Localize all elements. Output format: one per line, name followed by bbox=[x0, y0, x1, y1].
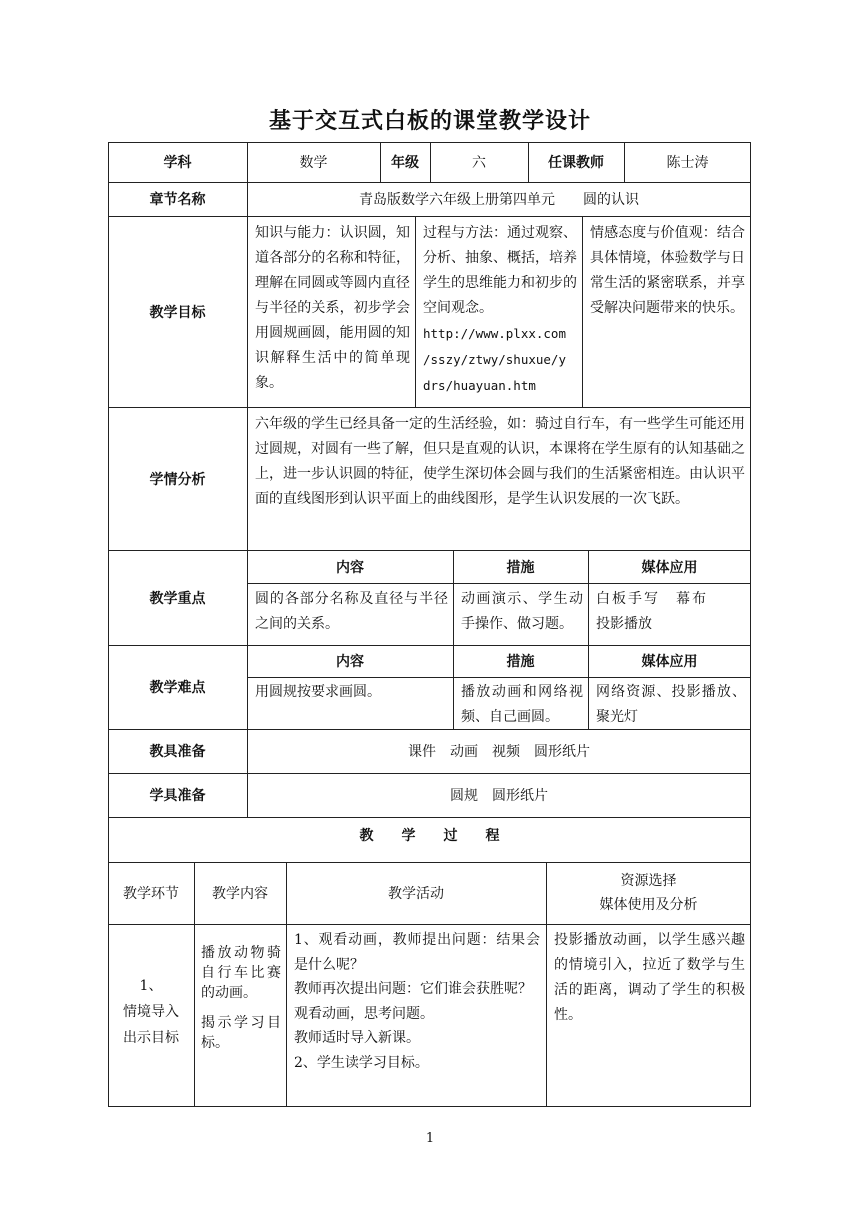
goal-process-text: 过程与方法：通过观察、分析、抽象、概括，培养学生的思维能力和初步的空间观念。 bbox=[423, 225, 577, 316]
stage-name: 情境导入 bbox=[123, 1004, 179, 1020]
key-col-content: 内容 bbox=[336, 559, 364, 576]
analysis-text: 六年级的学生已经具备一定的生活经验，如：骑过自行车，有一些学生可能还用过圆规，对圆有一些了解，但只是直观的认识，本课将在学生原有的认知基础之上，进一步认识圆的特征，使学生深切体会圆与我们的生活紧密相连。由认识平面的直线图形到认识平面上的曲线图形，是学生认识发展的一次飞跃。 bbox=[255, 416, 745, 507]
row1-activity bbox=[294, 928, 540, 1075]
goals-label: 教学目标 bbox=[149, 304, 206, 321]
teacher-label: 任课教师 bbox=[548, 155, 604, 171]
key-col-measures: 措施 bbox=[506, 559, 535, 576]
resource-link-end[interactable]: drs/huayuan.htm bbox=[423, 378, 536, 393]
diff-col-media: 媒体应用 bbox=[641, 654, 698, 670]
subject-label: 学科 bbox=[163, 155, 192, 171]
diff-measures: 播放动画和网络视频、自己画圆。 bbox=[461, 684, 583, 725]
goal-process bbox=[423, 221, 577, 399]
key-measures: 动画演示、学生动手操作、做习题。 bbox=[461, 591, 583, 632]
process-heading: 教 学 过 程 bbox=[359, 828, 500, 844]
col-activity: 教学活动 bbox=[388, 886, 444, 902]
subject-value: 数学 bbox=[299, 155, 328, 171]
page-number: 1 bbox=[425, 1131, 435, 1146]
key-content: 圆的各部分名称及直径与半径之间的关系。 bbox=[255, 591, 448, 632]
row1-content bbox=[201, 943, 281, 1053]
stage-name-2: 出示目标 bbox=[123, 1030, 179, 1046]
diff-col-content: 内容 bbox=[336, 654, 364, 670]
activity-step-2: 教师再次提出问题：它们谁会获胜呢？ bbox=[294, 981, 532, 997]
col-resource-title: 资源选择 bbox=[620, 873, 677, 889]
goal-knowledge: 知识与能力：认识圆，知道各部分的名称和特征，理解在同圆或等圆内直径与半径的关系，初步学会用圆规画圆，能用圆的知识解释生活中的简单现象。 bbox=[255, 225, 410, 391]
activity-step-4: 教师适时导入新课。 bbox=[294, 1030, 420, 1046]
activity-step-5: 2、学生读学习目标。 bbox=[294, 1054, 429, 1071]
analysis-label: 学情分析 bbox=[149, 471, 206, 488]
row1-resource: 投影播放动画，以学生感兴趣的情境引入，拉近了数学与生活的距离，调动了学生的积极性。 bbox=[554, 932, 745, 1023]
chapter-value: 青岛版数学六年级上册第四单元 圆的认识 bbox=[359, 192, 639, 208]
student-tools-value: 圆规 圆形纸片 bbox=[450, 788, 548, 804]
chapter-label: 章节名称 bbox=[149, 192, 206, 208]
teacher-tools-value: 课件 动画 视频 圆形纸片 bbox=[408, 744, 590, 760]
resource-link-cont[interactable]: /sszy/ztwy/shuxue/y bbox=[423, 352, 566, 367]
activity-step-1: 1、观看动画，教师提出问题：结果会是什么呢？ bbox=[294, 932, 540, 973]
col-content: 教学内容 bbox=[212, 886, 268, 902]
row1-content-b: 揭示学习目标。 bbox=[201, 1015, 281, 1051]
page-title: 基于交互式白板的课堂教学设计 bbox=[268, 109, 591, 134]
stage-cell bbox=[108, 966, 194, 1058]
grade-label: 年级 bbox=[391, 155, 419, 171]
stage-number: 1、 bbox=[139, 978, 163, 994]
col-resource-subtitle: 媒体使用及分析 bbox=[599, 897, 698, 913]
row1-content-a: 播放动物骑自行车比赛的动画。 bbox=[201, 945, 281, 1001]
key-media: 白板手写 幕布投影播放 bbox=[596, 591, 706, 632]
teacher-value: 陈士涛 bbox=[666, 155, 709, 171]
key-points-label: 教学重点 bbox=[149, 590, 206, 607]
diff-col-measures: 措施 bbox=[506, 654, 535, 670]
diff-media: 网络资源、投影播放、聚光灯 bbox=[596, 684, 746, 725]
difficult-points-label: 教学难点 bbox=[149, 680, 206, 696]
teacher-tools-label: 教具准备 bbox=[149, 744, 206, 760]
diff-content: 用圆规按要求画圆。 bbox=[255, 684, 381, 700]
activity-step-3: 观看动画，思考问题。 bbox=[294, 1005, 434, 1022]
key-col-media: 媒体应用 bbox=[641, 559, 698, 576]
grade-value: 六 bbox=[472, 155, 486, 171]
resource-link[interactable]: http://www.plxx.com bbox=[423, 326, 566, 341]
col-stage: 教学环节 bbox=[123, 886, 179, 902]
goal-emotion: 情感态度与价值观：结合具体情境，体验数学与日常生活的紧密联系，并享受解决问题带来的快乐。 bbox=[590, 225, 745, 316]
col-resource bbox=[546, 862, 751, 924]
student-tools-label: 学具准备 bbox=[149, 788, 206, 804]
